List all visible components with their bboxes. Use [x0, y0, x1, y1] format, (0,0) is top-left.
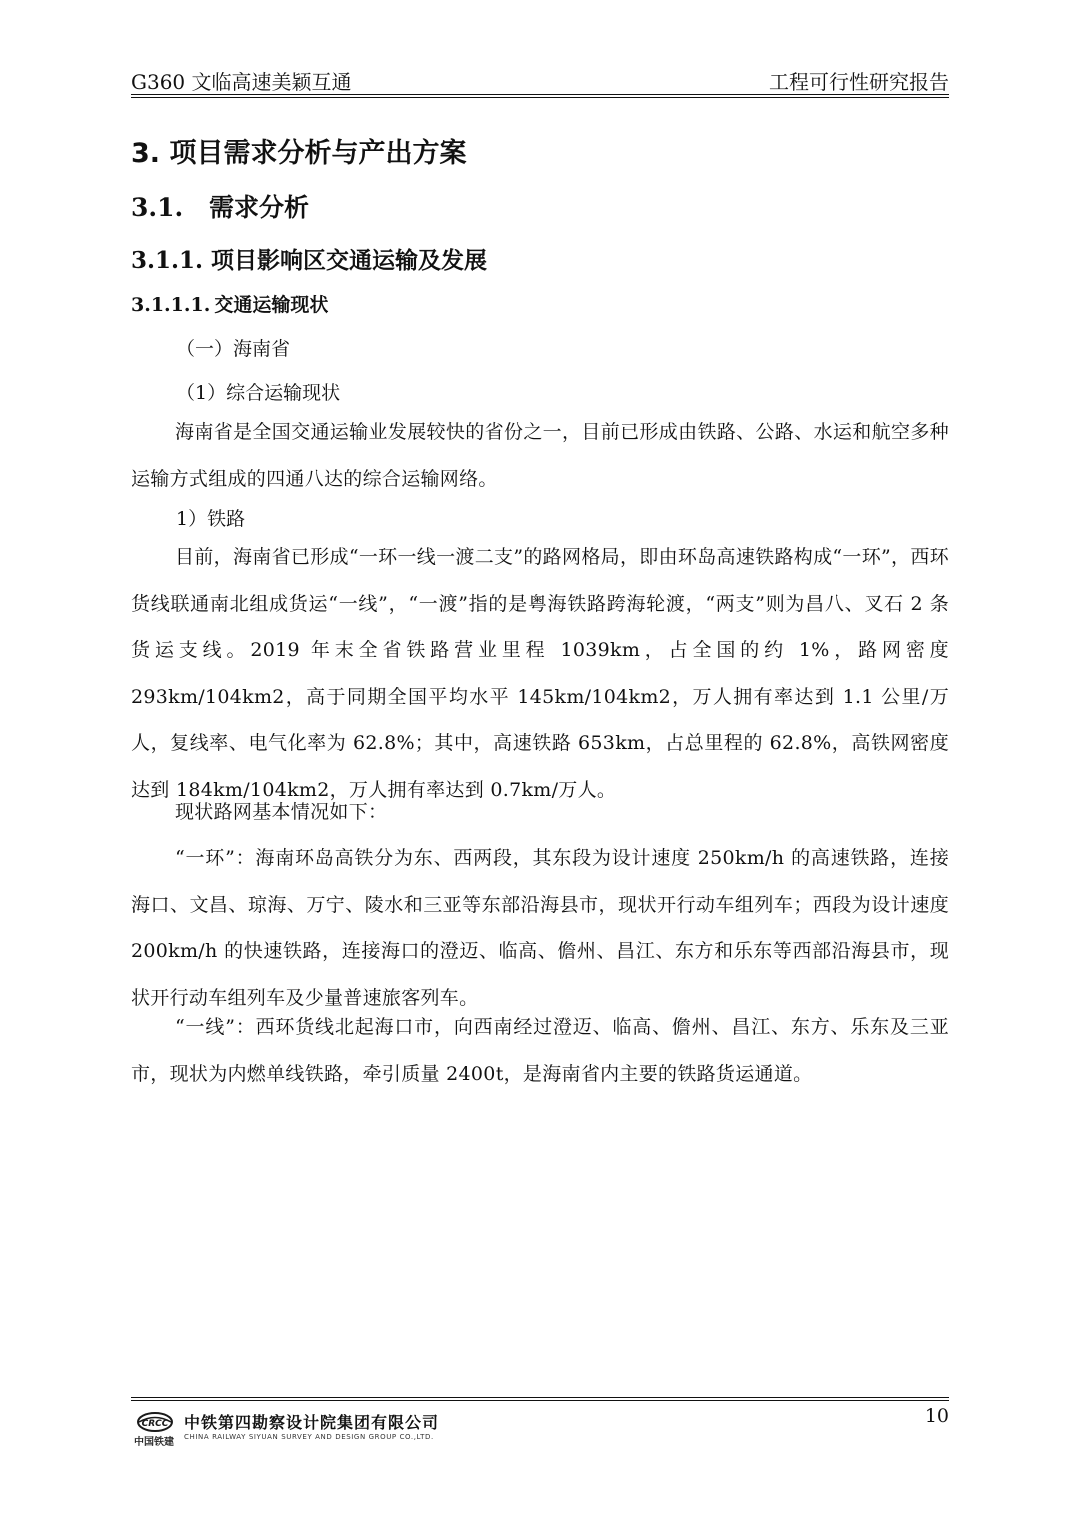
footer-rule: [131, 1397, 949, 1398]
footer-rule-thin: [131, 1400, 949, 1401]
chapter-heading: 3. 项目需求分析与产出方案: [131, 138, 467, 169]
subsection-title: 项目影响区交通运输及发展: [211, 248, 488, 274]
subhead-railway: 1）铁路: [176, 508, 246, 530]
header-rule-thin: [131, 97, 949, 98]
paragraph-one-line: “一线”：西环货线北起海口市，向西南经过澄迈、临高、儋州、昌江、东方、乐东及三亚市，现状为内燃单线铁路，牵引质量 2400t，是海南省内主要的铁路货运通道。: [131, 1016, 949, 1085]
company-name-en: CHINA RAILWAY SIYUAN SURVEY AND DESIGN GROUP CO.,LTD.: [184, 1433, 434, 1441]
logo-caption: 中国铁建: [134, 1437, 174, 1448]
page-number: 10: [924, 1405, 949, 1427]
header-report-title: 工程可行性研究报告: [769, 70, 949, 94]
page-header: [131, 62, 949, 98]
paragraph-one-ring: “一环”：海南环岛高铁分为东、西两段，其东段为设计速度 250km/h 的高速铁路，连接海口、文昌、琼海、万宁、陵水和三亚等东部沿海县市，现状开行动车组列车；西段为设计速度 200km/h 的快速铁路，连接海口的澄迈、临高、儋州、昌江、东方和乐东等西部沿海县市，现状开行动车组列车及少量普速旅客列车。: [131, 847, 949, 1009]
subsubsection-number: 3.1.1.1.: [131, 294, 211, 316]
section-title: 需求分析: [209, 193, 310, 222]
subsection-number: 3.1.1.: [131, 247, 204, 274]
paragraph-network-intro: 现状路网基本情况如下：: [175, 801, 388, 823]
subhead-comprehensive-transport: （1）综合运输现状: [176, 382, 341, 404]
paragraph-overview: 海南省是全国交通运输业发展较快的省份之一，目前已形成由铁路、公路、水运和航空多种运输方式组成的四通八达的综合运输网络。: [131, 421, 949, 490]
section-number: 3.1.: [131, 193, 184, 222]
section-heading: [131, 188, 309, 224]
paragraph-railway-network: 目前，海南省已形成“一环一线一渡二支”的路网格局，即由环岛高速铁路构成“一环”，西环货线联通南北组成货运“一线”，“一渡”指的是粤海铁路跨海轮渡，“两支”则为昌八、叉石 2 条货运支线。2019 年末全省铁路营业里程 1039km，占全国的约 1%，路网密度 293km/104km2，高于同期全国平均水平 145km/104km2，万人拥有率达到 1.1 公里/万人，复线率、电气化率为 62.8%；其中，高速铁路 653km，占总里程的 62.8%，高铁网密度达到 184km/104km2，万人拥有率达到 0.7km/万人。: [131, 546, 949, 801]
logo-mark-text: CRCC: [141, 1419, 169, 1429]
subsection-heading: [131, 242, 487, 275]
subhead-province: （一）海南省: [176, 338, 291, 360]
subsubsection-title: 交通运输现状: [214, 294, 329, 316]
subsubsection-heading: [131, 290, 328, 317]
header-rule: [131, 94, 949, 95]
header-project-title: G360 文临高速美颖互通: [131, 70, 352, 94]
company-name-cn: 中铁第四勘察设计院集团有限公司: [184, 1413, 440, 1432]
